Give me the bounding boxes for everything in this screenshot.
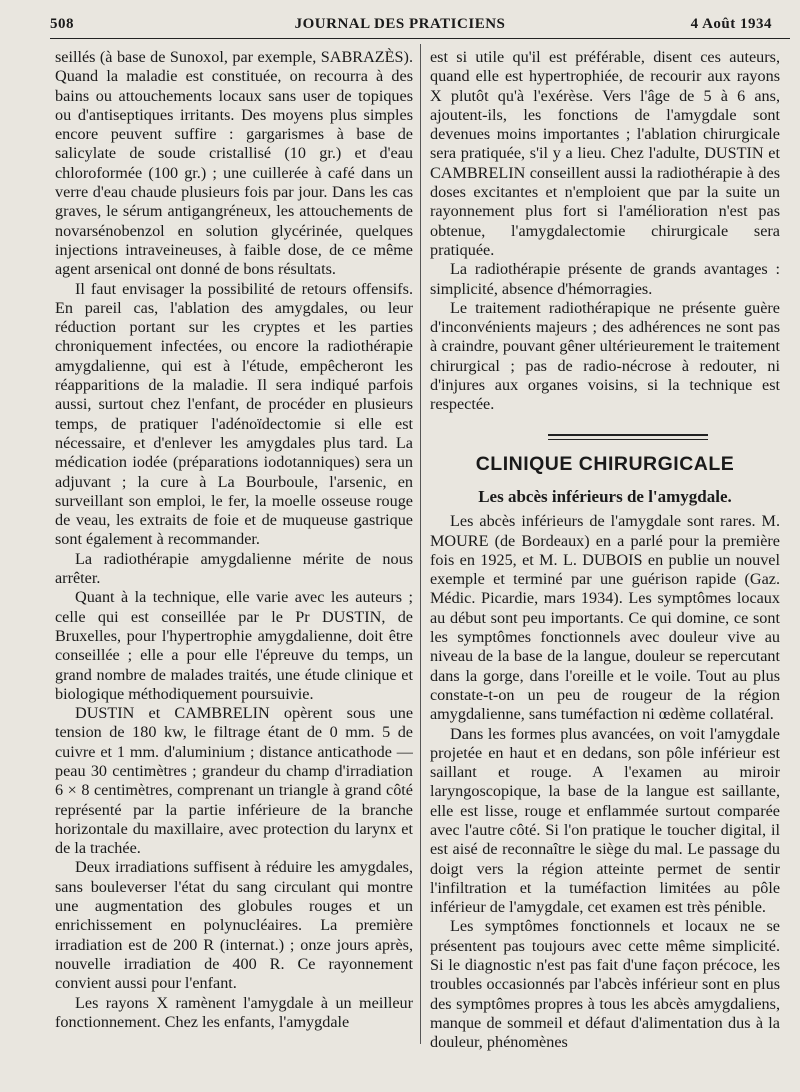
article-title: Les abcès inférieurs de l'amygdale. [478, 486, 732, 506]
header-rule [50, 38, 790, 39]
paragraph: Quant à la technique, elle varie avec les auteurs ; celle qui est conseillée par le Pr DUSTIN, de Bruxelles, pour l'hypertrophie amygdalienne, doit être conseillée ; elle a pour elle l'épreuve du temps, un grand nombre de malades traités, une étude clinique et biologique méthodiquement poursuivie. [55, 588, 413, 703]
section-title: CLINIQUE CHIRURGICALE [475, 452, 735, 475]
paragraph: Deux irradiations suffisent à réduire les amygdales, sans bouleverser l'état du sang circulant qui montre une augmentation des globules rouges et un enrichissement en polynucléaires. La première irradiation est de 200 R (internat.) ; onze jours après, nouvelle irradiation de 400 R. Ce rayonnement convient aussi pour l'enfant. [55, 858, 413, 993]
paragraph: Les abcès inférieurs de l'amygdale sont rares. M. MOURE (de Bordeaux) en a parlé pour la première fois en 1925, et M. L. DUBOIS en publie un nouvel exemple et terminé par une guérison rapide (Gaz. Médic. Picardie, mars 1934). Les symptômes locaux au début sont peu importants. Ce qui domine, ce sont les symptômes fonctionnels avec douleur vive au niveau de la base de la langue, douleur se repercutant dans la gorge, dans l'oreille et le voile. Tout au plus constate-t-on un peu de rougeur de la région amygdalienne, sans tuméfaction ni œdème collatéral. [430, 512, 780, 724]
paragraph: Le traitement radiothérapique ne présente guère d'inconvénients majeurs ; des adhérences ne sont pas à craindre, pouvant gêner ultérieurement le traitement chirurgical ; pas de radio-nécrose à redouter, ni d'injures aux organes voisins, si la technique est respectée. [430, 298, 780, 414]
journal-title: JOURNAL DES PRATICIENS [294, 16, 506, 32]
paragraph: La radiothérapie présente de grands avantages : simplicité, absence d'hémorragies. [430, 260, 780, 298]
paragraph: Dans les formes plus avancées, on voit l'amygdale projetée en haut et en dedans, son pôle inférieur est saillant et rouge. A l'examen au miroir laryngoscopique, la base de la langue est saillante, elle est lisse, rouge et enflammée surtout comparée avec l'autre côté. Si l'on pratique le toucher digital, il est aisé de reconnaître le siège du mal. Le passage du doigt vers la région atteinte permet de sentir l'infiltration et la tuméfaction limitées au pôle inférieur de l'amygdale, cet examen est très pénible. [430, 724, 780, 917]
paragraph: DUSTIN et CAMBRELIN opèrent sous une tension de 180 kw, le filtrage étant de 0 mm. 5 de cuivre et 1 mm. d'aluminium ; distance anticathode — peau 30 centimètres ; grandeur du champ d'irradiation 6 × 8 centimètres, comprenant un triangle à grand côté représenté par la partie inférieure de la branche horizontale du maxillaire, avec protection du larynx et de la trachée. [55, 704, 413, 858]
page-header [0, 0, 800, 40]
issue-date: 4 Août 1934 [690, 16, 772, 32]
page-number: 508 [50, 16, 74, 32]
paragraph: La radiothérapie amygdalienne mérite de nous arrêter. [55, 549, 413, 588]
paragraph: seillés (à base de Sunoxol, par exemple, SABRAZÈS). Quand la maladie est constituée, on recourra à des bains ou attouchements locaux sans user de topiques ou d'antiseptiques irritants. Des moyens plus simples encore peuvent suffire : gargarismes à base de salicylate de soude cristallisé (10 gr.) et d'eau chloroformée (100 gr.) ; une cuillerée à café dans un verre d'eau chaude plusieurs fois par jour. Dans les cas graves, le sérum antigangréneux, les attouchements de novarsénobenzol en solution glycérinée, quelques injections intraveineuses, à faible dose, de ce même agent arsenical ont donné de bons résultats. [55, 48, 413, 279]
section-rule [548, 434, 708, 440]
paragraph: Les rayons X ramènent l'amygdale à un meilleur fonctionnement. Chez les enfants, l'amygdale [55, 993, 413, 1031]
paragraph: est si utile qu'il est préférable, disent ces auteurs, quand elle est hypertrophiée, de recourir aux rayons X plutôt qu'à l'exérèse. Vers l'âge de 5 à 6 ans, ajoutent-ils, les fonctions de l'amygdale sont devenues moins importantes ; l'ablation chirurgicale sera pratiquée, s'il y a lieu. Chez l'adulte, DUSTIN et CAMBRELIN conseillent aussi la radiothérapie à des doses excitantes et n'emploient que par la suite un rayonnement plus fort si l'amélioration n'est pas obtenue, l'amygdalectomie chirurgicale sera pratiquée. [430, 48, 780, 259]
right-column [430, 48, 780, 1078]
column-divider [420, 44, 421, 1044]
paragraph: Les symptômes fonctionnels et locaux ne se présentent pas toujours avec cette même simplicité. Si le diagnostic n'est pas fait d'une façon précoce, les troubles occasionnés par l'abcès inférieur sont en plus des symptômes propres à tous les abcès amygdaliens, manque de sommeil et défaut d'alimentation dus à la douleur, phénomènes [430, 917, 780, 1052]
paragraph: Il faut envisager la possibilité de retours offensifs. En pareil cas, l'ablation des amygdales, ou leur réduction portant sur les cryptes et les parties chroniquement infectées, ou encore la radiothérapie amygdalienne, qui est à l'étude, empêcheront les réapparitions de la maladie. Il sera indiqué parfois aussi, surtout chez l'enfant, de procéder en plusieurs temps, de pratiquer l'adénoïdectomie si elle est nécessaire, et d'enlever les amygdales plus tard. La médication iodée (préparations iodotanniques) sera un adjuvant ; la cure à La Bourboule, l'arsenic, en surveillant son emploi, le fer, la moelle osseuse rouge de veau, les extraits de foie et de muqueuse gastrique sont également à recommander. [55, 279, 413, 549]
left-column [55, 48, 413, 1032]
